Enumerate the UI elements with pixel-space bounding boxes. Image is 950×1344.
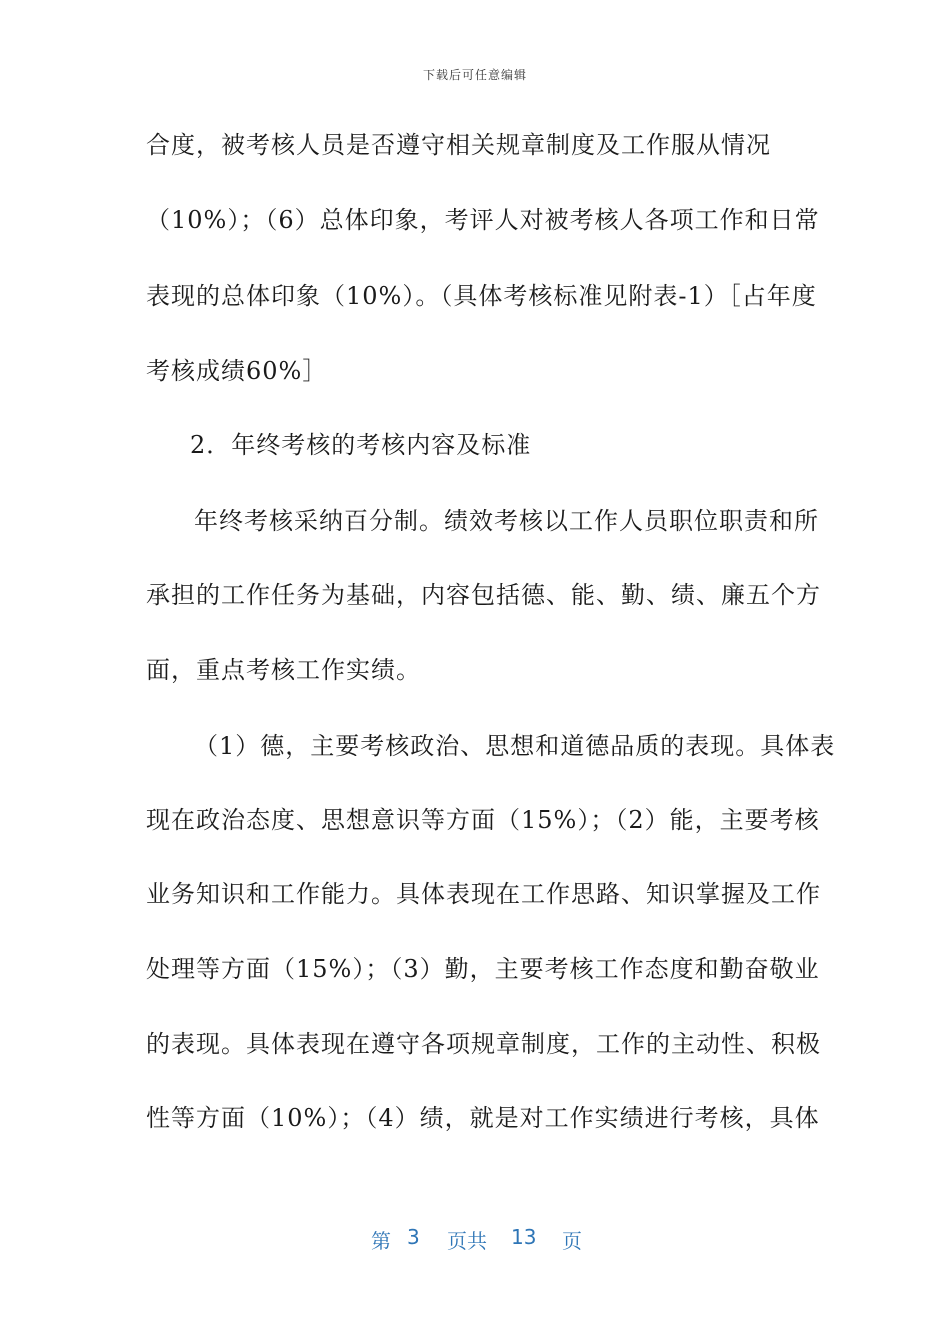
header-note: 下载后可任意编辑	[422, 68, 527, 82]
text-line-3: 表现的总体印象（10%）。（具体考核标准见附表-1）［占年度	[146, 282, 817, 310]
text-line-4: 考核成绩60%］	[146, 357, 328, 385]
footer-total-pages: 13	[511, 1225, 537, 1249]
text-line-1: 合度，被考核人员是否遵守相关规章制度及工作服从情况	[146, 131, 771, 159]
footer-label-of: 页共	[447, 1229, 487, 1253]
footer-page-number: 3	[407, 1225, 420, 1249]
text-line-10: 现在政治态度、思想意识等方面（15%）；（2）能，主要考核	[146, 806, 820, 834]
text-line-2: （10%）；（6）总体印象，考评人对被考核人各项工作和日常	[146, 206, 820, 234]
page-footer	[0, 1225, 950, 1253]
section-heading: 2．年终考核的考核内容及标准	[190, 431, 532, 459]
text-line-12: 处理等方面（15%）；（3）勤，主要考核工作态度和勤奋敬业	[146, 955, 820, 983]
text-line-6: 年终考核采纳百分制。绩效考核以工作人员职位职责和所	[194, 507, 819, 535]
text-line-7: 承担的工作任务为基础，内容包括德、能、勤、绩、廉五个方	[146, 581, 821, 609]
footer-label-page: 第	[371, 1229, 391, 1253]
text-line-14: 性等方面（10%）；（4）绩，就是对工作实绩进行考核，具体	[146, 1104, 820, 1132]
text-line-9: （1）德，主要考核政治、思想和道德品质的表现。具体表	[194, 732, 836, 760]
text-line-11: 业务知识和工作能力。具体表现在工作思路、知识掌握及工作	[146, 880, 821, 908]
text-line-13: 的表现。具体表现在遵守各项规章制度，工作的主动性、积极	[146, 1030, 821, 1058]
footer-label-end: 页	[562, 1229, 582, 1253]
text-line-8: 面，重点考核工作实绩。	[146, 656, 421, 684]
